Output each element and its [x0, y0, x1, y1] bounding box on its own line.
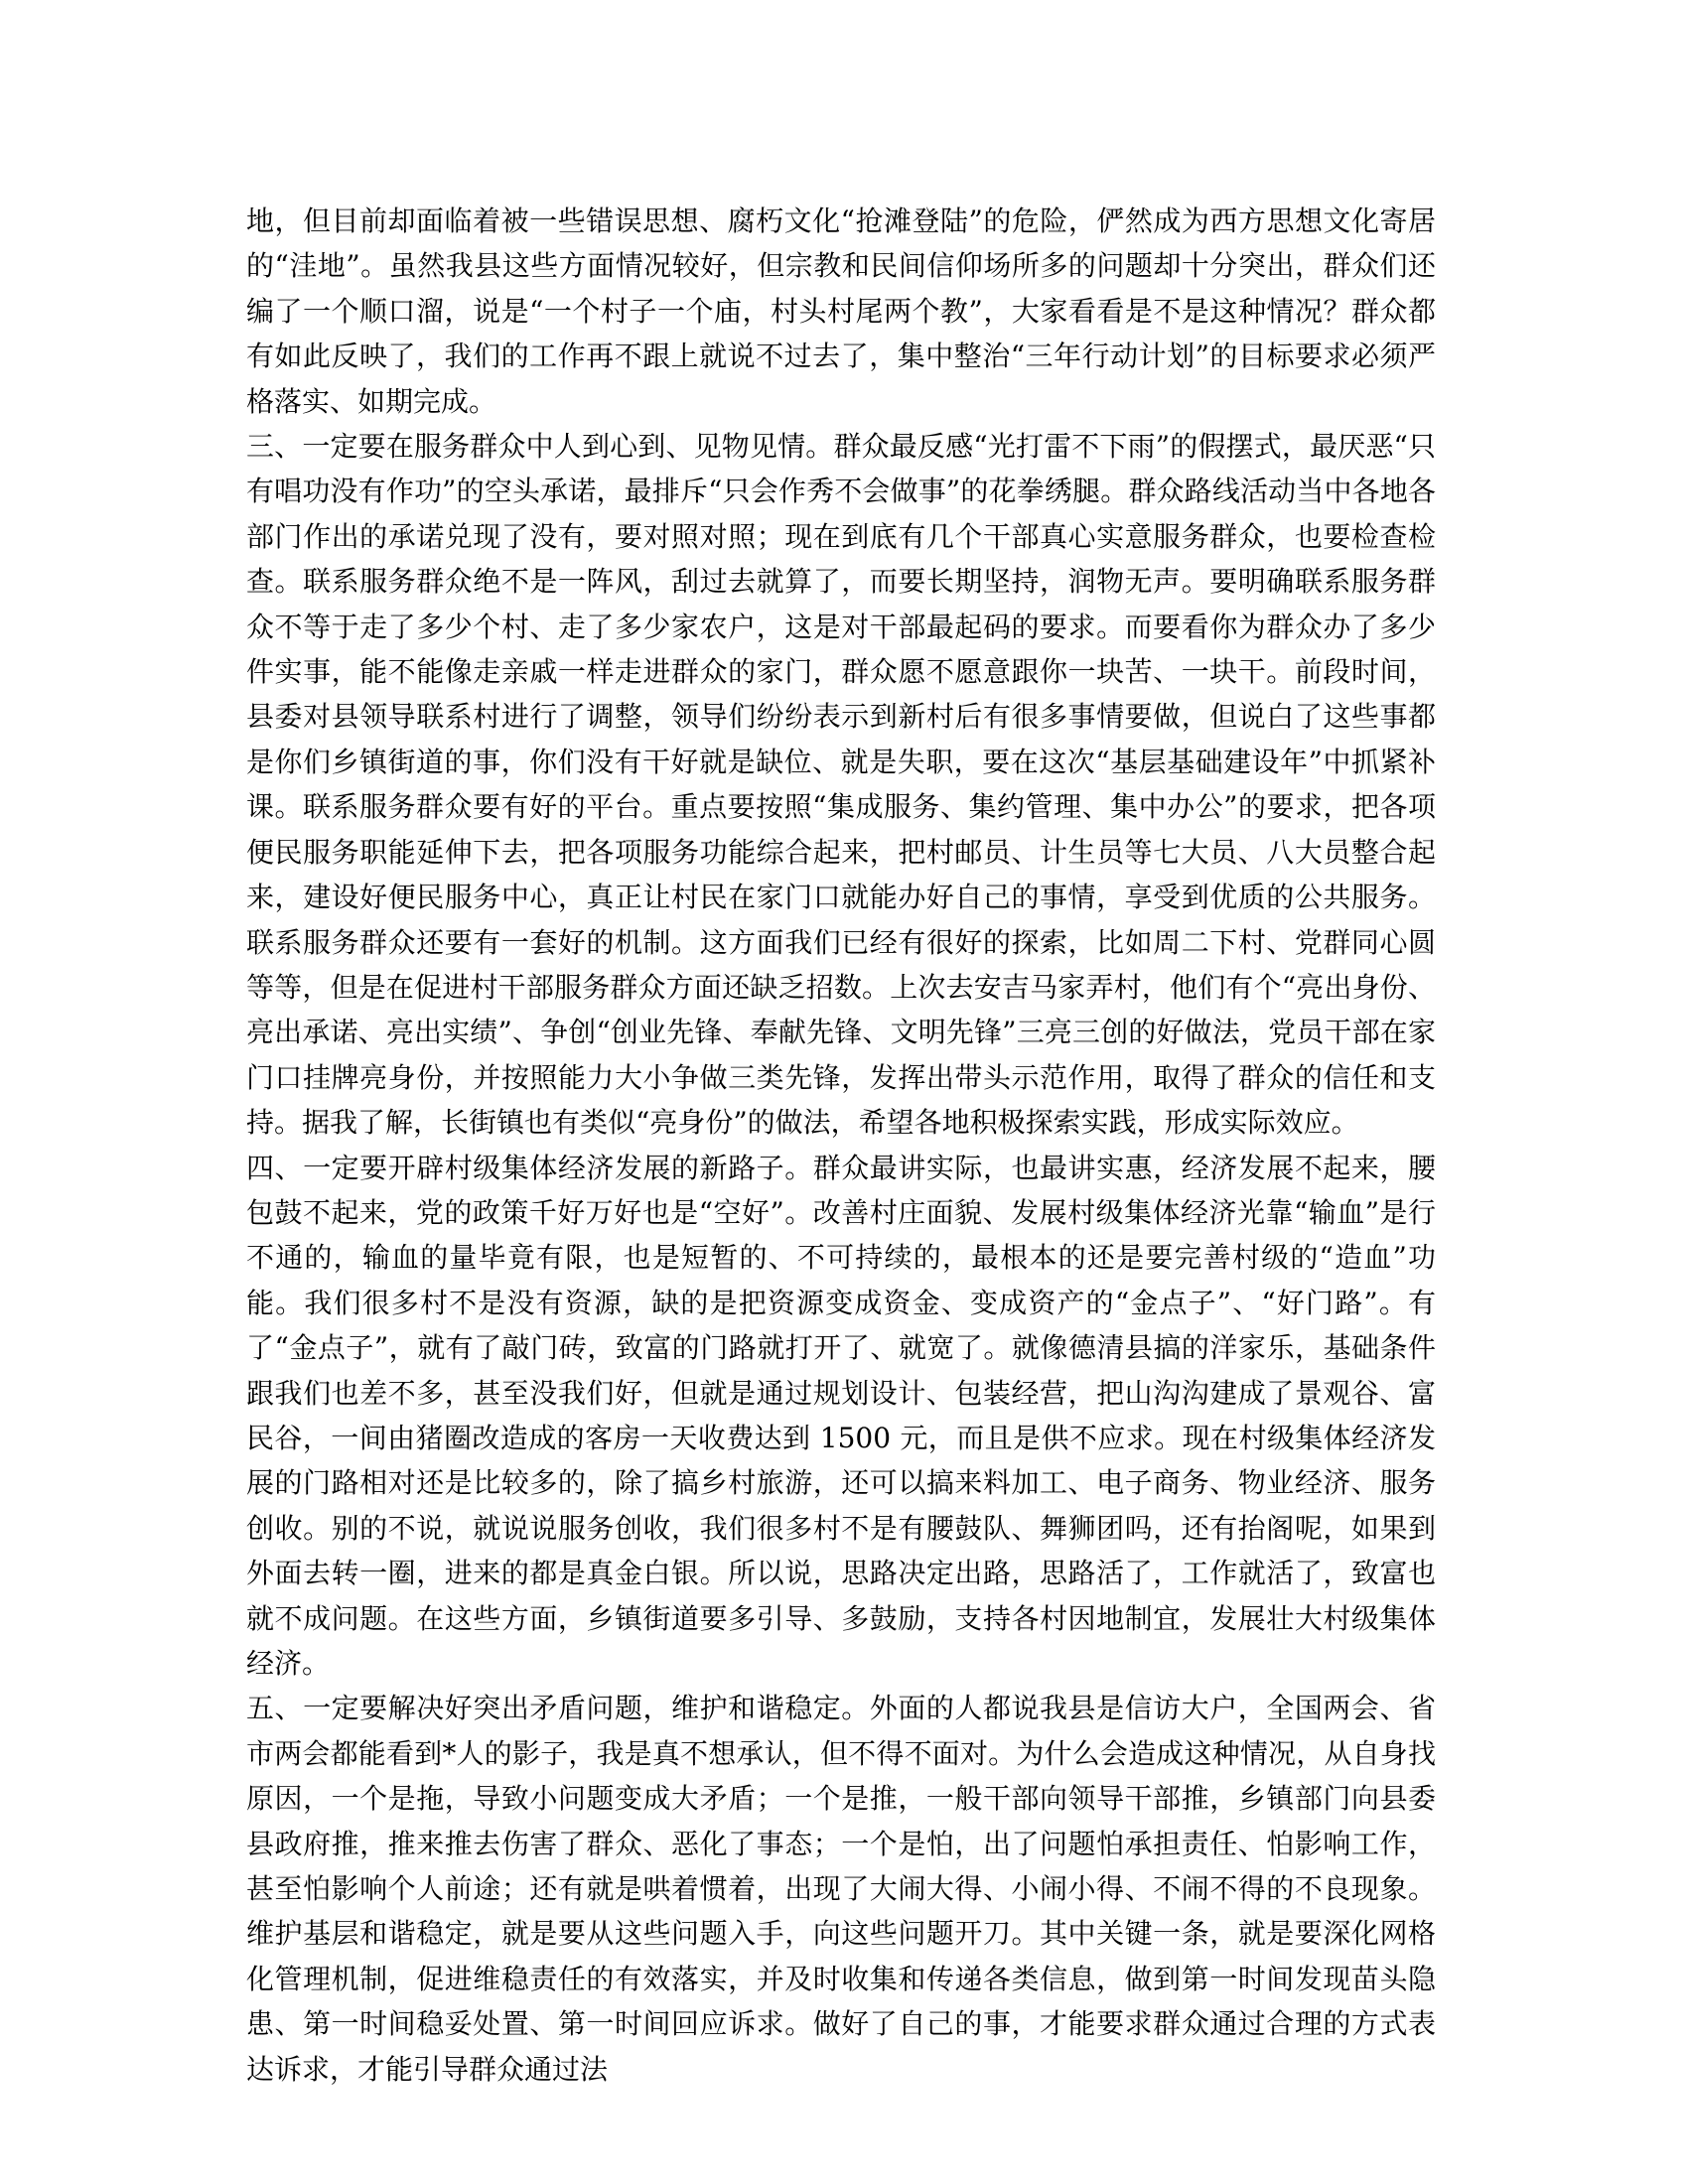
document-body: [246, 199, 1436, 2092]
paragraph-section-five: 五、一定要解决好突出矛盾问题，维护和谐稳定。外面的人都说我县是信访大户，全国两会、省市两会都能看到*人的影子，我是真不想承认，但不得不面对。为什么会造成这种情况，从自身找原因，一个是拖，导致小问题变成大矛盾；一个是推，一般干部向领导干部推，乡镇部门向县委县政府推，推来推去伤害了群众、恶化了事态；一个是怕，出了问题怕承担责任、怕影响工作，甚至怕影响个人前途；还有就是哄着惯着，出现了大闹大得、小闹小得、不闹不得的不良现象。维护基层和谐稳定，就是要从这些问题入手，向这些问题开刀。其中关键一条，就是要深化网格化管理机制，促进维稳责任的有效落实，并及时收集和传递各类信息，做到第一时间发现苗头隐患、第一时间稳妥处置、第一时间回应诉求。做好了自己的事，才能要求群众通过合理的方式表达诉求，才能引导群众通过法: [246, 1692, 1436, 2086]
paragraph-continuation: 地，但目前却面临着被一些错误思想、腐朽文化“抢滩登陆”的危险，俨然成为西方思想文化寄居的“洼地”。虽然我县这些方面情况较好，但宗教和民间信仰场所多的问题却十分突出，群众们还编了一个顺口溜，说是“一个村子一个庙，村头村尾两个教”，大家看看是不是这种情况？群众都有如此反映了，我们的工作再不跟上就说不过去了，集中整治“三年行动计划”的目标要求必须严格落实、如期完成。: [246, 205, 1436, 418]
paragraph-section-three: 三、一定要在服务群众中人到心到、见物见情。群众最反感“光打雷不下雨”的假摆式，最厌恶“只有唱功没有作功”的空头承诺，最排斥“只会作秀不会做事”的花拳绣腿。群众路线活动当中各地各部门作出的承诺兑现了没有，要对照对照；现在到底有几个干部真心实意服务群众，也要检查检查。联系服务群众绝不是一阵风，刮过去就算了，而要长期坚持，润物无声。要明确联系服务群众不等于走了多少个村、走了多少家农户，这是对干部最起码的要求。而要看你为群众办了多少件实事，能不能像走亲戚一样走进群众的家门，群众愿不愿意跟你一块苦、一块干。前段时间，县委对县领导联系村进行了调整，领导们纷纷表示到新村后有很多事情要做，但说白了这些事都是你们乡镇街道的事，你们没有干好就是缺位、就是失职，要在这次“基层基础建设年”中抓紧补课。联系服务群众要有好的平台。重点要按照“集成服务、集约管理、集中办公”的要求，把各项便民服务职能延伸下去，把各项服务功能综合起来，把村邮员、计生员等七大员、八大员整合起来，建设好便民服务中心，真正让村民在家门口就能办好自己的事情，享受到优质的公共服务。联系服务群众还要有一套好的机制。这方面我们已经有很好的探索，比如周二下村、党群同心圆等等，但是在促进村干部服务群众方面还缺乏招数。上次去安吉马家弄村，他们有个“亮出身份、亮出承诺、亮出实绩”、争创“创业先锋、奉献先锋、文明先锋”三亮三创的好做法，党员干部在家门口挂牌亮身份，并按照能力大小争做三类先锋，发挥出带头示范作用，取得了群众的信任和支持。据我了解，长街镇也有类似“亮身份”的做法，希望各地积极探索实践，形成实际效应。: [246, 430, 1436, 1140]
paragraph-section-four: 四、一定要开辟村级集体经济发展的新路子。群众最讲实际，也最讲实惠，经济发展不起来，腰包鼓不起来，党的政策千好万好也是“空好”。改善村庄面貌、发展村级集体经济光靠“输血”是行不通的，输血的量毕竟有限，也是短暂的、不可持续的，最根本的还是要完善村级的“造血”功能。我们很多村不是没有资源，缺的是把资源变成资金、变成资产的“金点子”、“好门路”。有了“金点子”，就有了敲门砖，致富的门路就打开了、就宽了。就像德清县搞的洋家乐，基础条件跟我们也差不多，甚至没我们好，但就是通过规划设计、包装经营，把山沟沟建成了景观谷、富民谷，一间由猪圈改造成的客房一天收费达到 1500 元，而且是供不应求。现在村级集体经济发展的门路相对还是比较多的，除了搞乡村旅游，还可以搞来料加工、电子商务、物业经济、服务创收。别的不说，就说说服务创收，我们很多村不是有腰鼓队、舞狮团吗，还有抬阁呢，如果到外面去转一圈，进来的都是真金白银。所以说，思路决定出路，思路活了，工作就活了，致富也就不成问题。在这些方面，乡镇街道要多引导、多鼓励，支持各村因地制宜，发展壮大村级集体经济。: [246, 1151, 1436, 1680]
